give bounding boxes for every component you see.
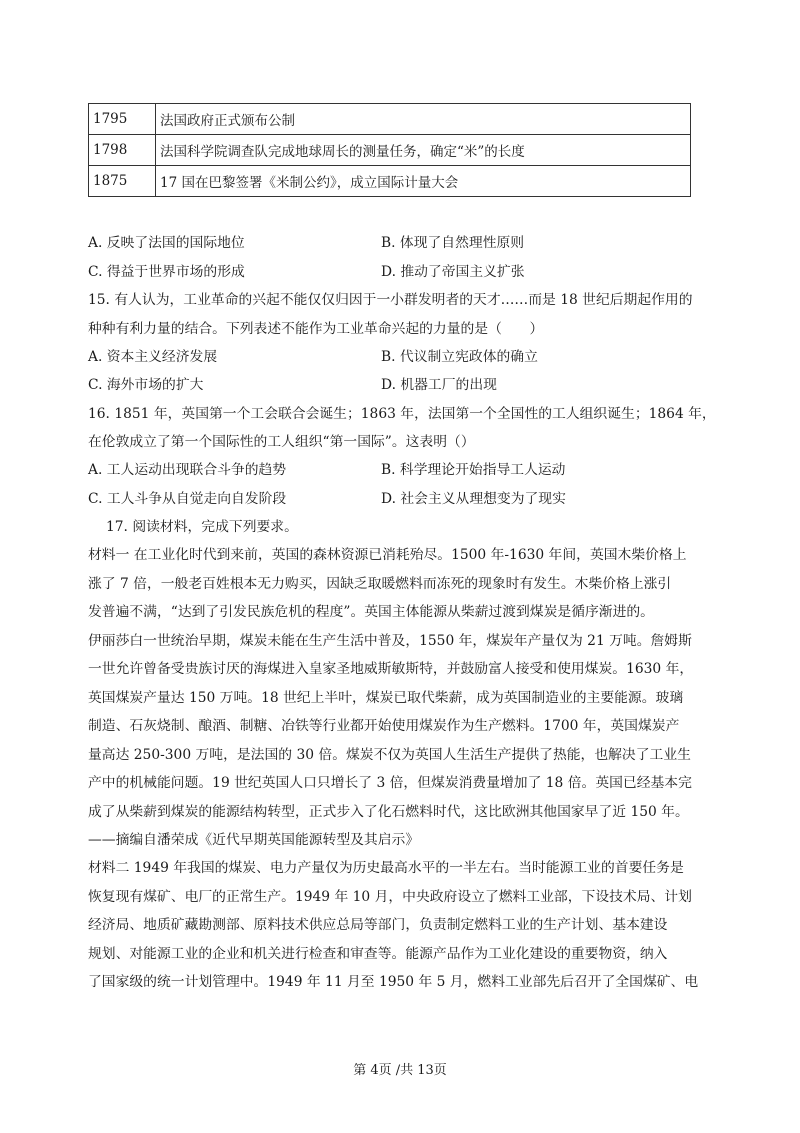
event-cell: 法国政府正式颁布公制 (156, 104, 691, 135)
material1-line: 英国煤炭产量达 150 万吨。18 世纪上半叶，煤炭已取代柴薪，成为英国制造业的主要能源。玻璃 (88, 690, 684, 706)
table-row (89, 135, 691, 166)
q15-option-b: B. 代议制立宪政体的确立 (381, 349, 538, 365)
material1-line: 一世允许曾备受贵族讨厌的海煤进入皇家圣地威斯敏斯特，并鼓励富人接受和使用煤炭。1630 年， (88, 661, 694, 677)
q15-stem-line1: 15. 有人认为，工业革命的兴起不能仅仅归因于一小群发明者的天才……而是 18 世纪后期起作用的 (88, 292, 693, 308)
q14-option-d: D. 推动了帝国主义扩张 (381, 264, 525, 280)
q16-option-c: C. 工人斗争从自觉走向自发阶段 (88, 491, 287, 507)
q16-option-a: A. 工人运动出现联合斗争的趋势 (88, 462, 287, 478)
q16-option-d: D. 社会主义从理想变为了现实 (381, 491, 566, 507)
year-cell: 1875 (89, 166, 156, 197)
q16-option-b: B. 科学理论开始指导工人运动 (381, 462, 566, 478)
material1-line: 制造、石灰烧制、酿酒、制糖、冶铁等行业都开始使用煤炭作为生产燃料。1700 年，英国煤炭产 (88, 718, 680, 734)
material2-line: 经济局、地质矿藏勘测部、原料技术供应总局等部门，负责制定燃料工业的生产计划、基本建设 (88, 917, 668, 933)
material1-line: 产中的机械能问题。19 世纪英国人口只增长了 3 倍，但煤炭消费量增加了 18 倍。英国已经基本完 (88, 775, 692, 791)
year-cell: 1795 (89, 104, 156, 135)
timeline-table (88, 103, 691, 197)
q15-option-c: C. 海外市场的扩大 (88, 377, 204, 393)
q15-option-d: D. 机器工厂的出现 (381, 377, 497, 393)
event-cell: 17 国在巴黎签署《米制公约》，成立国际计量大会 (156, 166, 691, 197)
q15-option-a: A. 资本主义经济发展 (88, 349, 218, 365)
material2-line: 规划、对能源工业的企业和机关进行检查和审查等。能源产品作为工业化建设的重要物资，纳入 (88, 946, 668, 962)
material1-line: 量高达 250-300 万吨，是法国的 30 倍。煤炭不仅为英国人生活生产提供了热能，也解决了工业生 (88, 747, 691, 763)
material1-line: 伊丽莎白一世统治早期，煤炭未能在生产生活中普及，1550 年，煤炭年产量仅为 21 万吨。詹姆斯 (88, 633, 692, 649)
table-row (89, 104, 691, 135)
page-number: 第 4页 /共 13页 (353, 1063, 447, 1078)
material1-source: ——摘编自潘荣成《近代早期英国能源转型及其启示》 (88, 832, 420, 848)
q14-option-c: C. 得益于世界市场的形成 (88, 264, 245, 280)
material1-line: 成了从柴薪到煤炭的能源结构转型，正式步入了化石燃料时代，这比欧洲其他国家早了近 150 年。 (88, 804, 689, 820)
q17-stem: 17. 阅读材料，完成下列要求。 (106, 519, 298, 535)
material2-line: 恢复现有煤矿、电厂的正常生产。1949 年 10 月，中央政府设立了燃料工业部，下设技术局、计划 (88, 889, 692, 905)
q16-stem-line1: 16. 1851 年，英国第一个工会联合会诞生；1863 年，法国第一个全国性的工人组织诞生；1864 年， (88, 406, 716, 422)
event-cell: 法国科学院调查队完成地球周长的测量任务，确定“米”的长度 (156, 135, 691, 166)
table-row (89, 166, 691, 197)
q16-stem-line2: 在伦敦成立了第一个国际性的工人组织“第一国际”。这表明（） (88, 434, 475, 450)
material1-line: 材料一 在工业化时代到来前，英国的森林资源已消耗殆尽。1500 年-1630 年间，英国木柴价格上 (88, 547, 687, 563)
material2-line: 了国家级的统一计划管理中。1949 年 11 月至 1950 年 5 月，燃料工业部先后召开了全国煤矿、电 (88, 974, 699, 990)
q14-option-a: A. 反映了法国的国际地位 (88, 235, 245, 251)
year-cell: 1798 (89, 135, 156, 166)
material1-line: 发普遍不满，“达到了引发民族危机的程度”。英国主体能源从柴薪过渡到煤炭是循序渐进的。 (88, 604, 654, 620)
q14-option-b: B. 体现了自然理性原则 (381, 235, 525, 251)
material1-line: 涨了 7 倍，一般老百姓根本无力购买，因缺乏取暖燃料而冻死的现象时有发生。木柴价格上涨引 (88, 576, 672, 592)
q15-stem-line2: 种种有利力量的结合。下列表述不能作为工业革命兴起的力量的是（ ） (88, 321, 544, 337)
material2-line: 材料二 1949 年我国的煤炭、电力产量仅为历史最高水平的一半左右。当时能源工业的首要任务是 (88, 860, 684, 876)
